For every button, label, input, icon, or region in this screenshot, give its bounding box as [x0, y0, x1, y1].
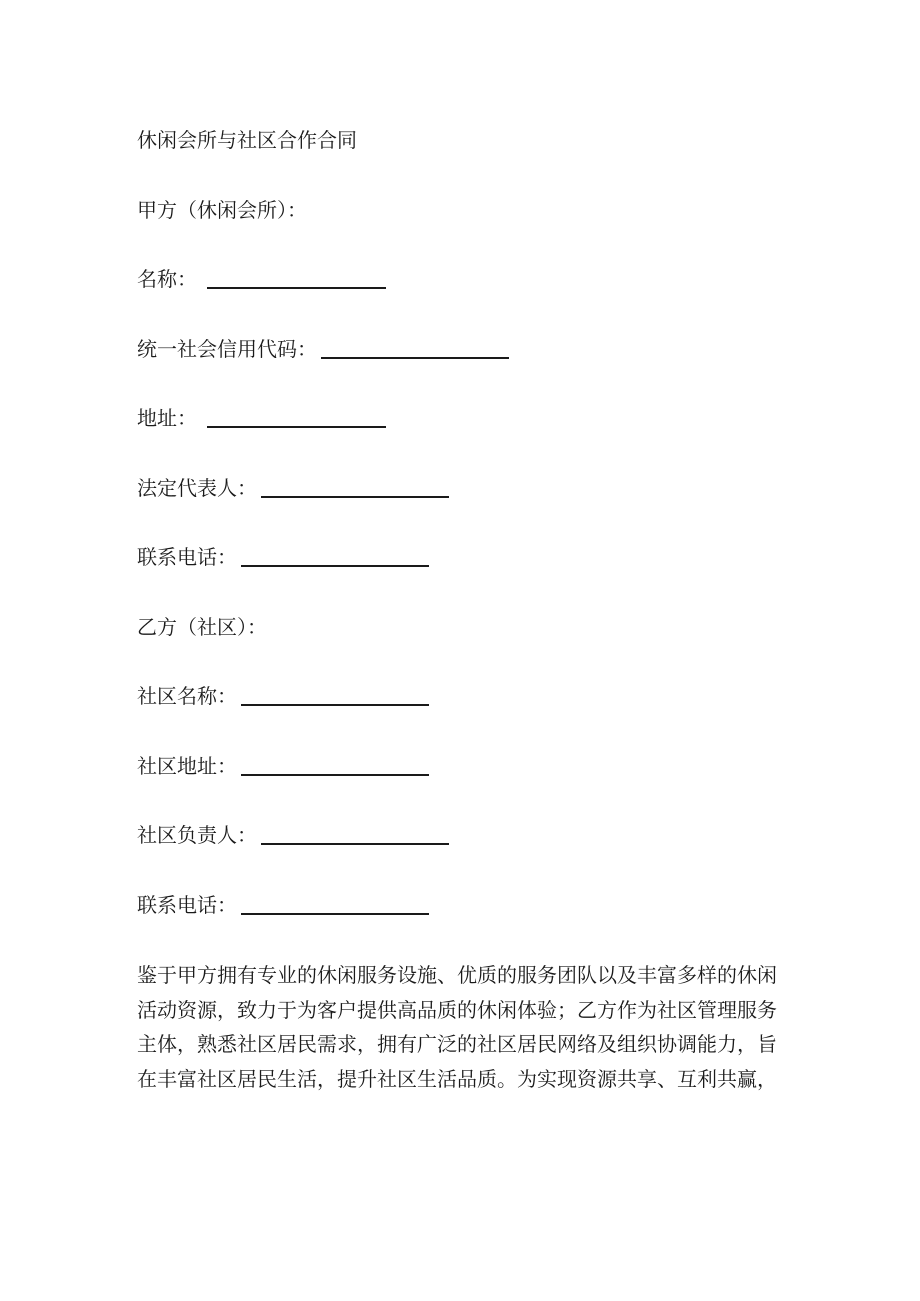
document-title: 休闲会所与社区合作合同	[137, 128, 357, 152]
preamble-line: 鉴于甲方拥有专业的休闲服务设施、优质的服务团队以及丰富多样的休闲	[137, 963, 777, 987]
party-b-community-head-blank	[261, 843, 449, 845]
preamble-paragraph	[137, 958, 787, 1096]
party-b-community-head-field	[137, 823, 449, 847]
party-b-phone-blank	[241, 913, 429, 915]
party-a-address-label: 地址：	[137, 406, 197, 430]
party-a-credit-code-field	[137, 337, 509, 361]
party-b-phone-label: 联系电话：	[137, 893, 237, 917]
party-a-legal-rep-label: 法定代表人：	[137, 476, 257, 500]
party-a-phone-label: 联系电话：	[137, 545, 237, 569]
preamble-line: 活动资源，致力于为客户提供高品质的休闲体验；乙方作为社区管理服务	[137, 997, 777, 1022]
party-a-name-field	[137, 267, 386, 291]
party-a-legal-rep-blank	[261, 496, 449, 498]
party-a-address-field	[137, 406, 386, 430]
party-b-community-name-label: 社区名称：	[137, 684, 237, 708]
party-b-community-address-blank	[241, 774, 429, 776]
party-a-heading: 甲方（休闲会所）：	[137, 198, 307, 222]
party-a-legal-rep-field	[137, 476, 449, 500]
party-b-community-head-label: 社区负责人：	[137, 823, 257, 847]
party-a-name-blank	[207, 287, 386, 289]
party-a-credit-code-blank	[321, 357, 509, 359]
party-b-community-address-field	[137, 754, 429, 778]
party-b-phone-field	[137, 893, 429, 917]
preamble-line: 主体，熟悉社区居民需求，拥有广泛的社区居民网络及组织协调能力，旨	[137, 1032, 777, 1056]
party-a-phone-blank	[241, 565, 429, 567]
party-b-community-name-blank	[241, 704, 429, 706]
party-b-heading: 乙方（社区）：	[137, 615, 267, 639]
party-b-community-name-field	[137, 684, 429, 708]
party-a-address-blank	[207, 426, 386, 428]
party-a-phone-field	[137, 545, 429, 569]
party-a-name-label: 名称：	[137, 267, 197, 291]
party-b-community-address-label: 社区地址：	[137, 754, 237, 778]
preamble-line: 在丰富社区居民生活，提升社区生活品质。为实现资源共享、互利共赢，	[137, 1066, 777, 1091]
party-a-credit-code-label: 统一社会信用代码：	[137, 337, 317, 361]
